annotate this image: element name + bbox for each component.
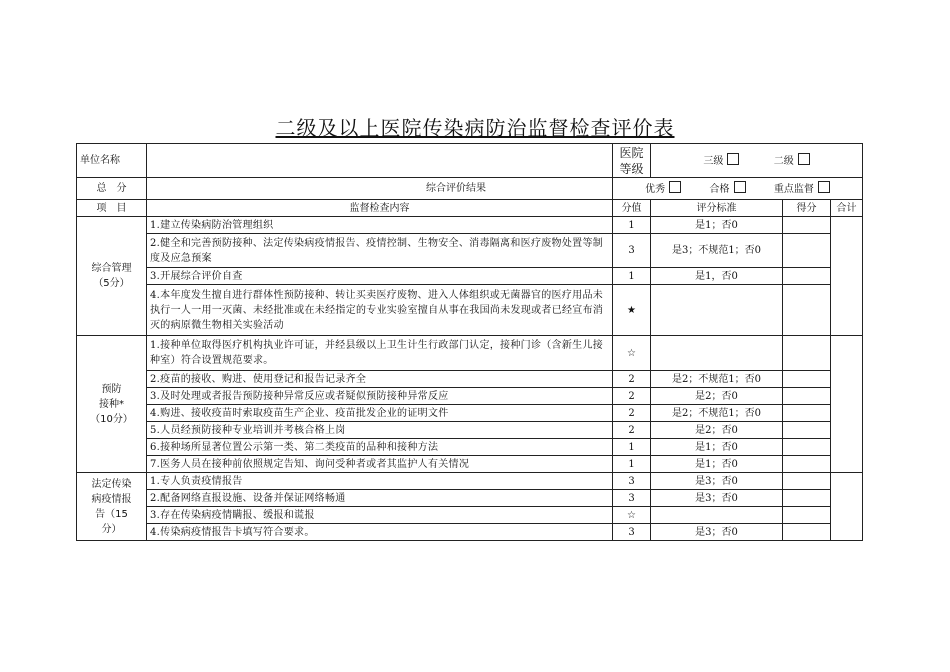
section-name-line: （5分）	[93, 278, 130, 289]
table-row	[77, 422, 863, 439]
col-header-points: 分值	[613, 200, 651, 217]
result-option-key-supervision[interactable]	[774, 184, 830, 195]
section-name-line: 病疫情报	[91, 493, 132, 505]
points-value: 1	[613, 217, 651, 234]
scoring-criteria: 是2；否0	[651, 388, 783, 405]
scoring-criteria: 是1；否0	[651, 439, 783, 456]
score-input-cell[interactable]	[783, 405, 831, 422]
score-input-cell[interactable]	[783, 285, 831, 336]
section-name-line: （10分）	[90, 413, 133, 425]
points-value: 3	[613, 473, 651, 490]
table-row	[77, 234, 863, 268]
checkbox-tertiary[interactable]	[727, 153, 739, 165]
table-row	[77, 336, 863, 371]
table-row	[77, 490, 863, 507]
scoring-criteria: 是1；否0	[651, 456, 783, 473]
points-value: 3	[613, 234, 651, 268]
section-name-line: 分）	[101, 523, 122, 535]
table-row	[77, 507, 863, 524]
table-row	[77, 405, 863, 422]
total-score-label: 总 分	[77, 178, 147, 200]
overall-result-label: 综合评价结果	[426, 183, 486, 194]
checkbox-excellent[interactable]	[669, 181, 681, 193]
scoring-criteria: 是1；否0	[651, 217, 783, 234]
unit-name-row	[77, 144, 863, 178]
inspection-item: 5.人员经预防接种专业培训并考核合格上岗	[147, 422, 613, 439]
veto-star-mark: ☆	[613, 507, 651, 524]
inspection-item: 7.医务人员在接种前依照规定告知、询问受种者或者其监护人有关情况	[147, 456, 613, 473]
points-value: 1	[613, 268, 651, 285]
score-input-cell[interactable]	[783, 473, 831, 490]
inspection-item: 1.接种单位取得医疗机构执业许可证，并经县级以上卫生计生行政部门认定，接种门诊（含新生儿接种室）符合设置规范要求。	[147, 336, 613, 371]
result-option-label: 重点监督	[773, 183, 814, 195]
col-header-score: 得分	[783, 200, 831, 217]
hospital-level-label: 医院等级	[613, 144, 651, 178]
hospital-level-options	[651, 144, 863, 178]
inspection-item: 6.接种场所显著位置公示第一类、第二类疫苗的品种和接种方法	[147, 439, 613, 456]
col-header-content: 监督检查内容	[147, 200, 613, 217]
inspection-item: 3.开展综合评价自查	[147, 268, 613, 285]
checkbox-key-supervision[interactable]	[818, 181, 830, 193]
points-value: 3	[613, 490, 651, 507]
points-value: 1	[613, 439, 651, 456]
total-score-row	[77, 178, 863, 200]
score-input-cell[interactable]	[783, 388, 831, 405]
section-total-cell[interactable]	[831, 336, 863, 473]
table-row	[77, 456, 863, 473]
score-input-cell[interactable]	[783, 456, 831, 473]
checkbox-secondary[interactable]	[798, 153, 810, 165]
scoring-criteria	[651, 285, 783, 336]
score-input-cell[interactable]	[783, 490, 831, 507]
score-input-cell[interactable]	[783, 234, 831, 268]
scoring-criteria	[651, 507, 783, 524]
section-name-line: 接种*	[99, 398, 124, 410]
inspection-item: 2.配备网络直报设施、设备并保证网络畅通	[147, 490, 613, 507]
col-header-total: 合计	[831, 200, 863, 217]
col-header-item: 项 目	[77, 200, 147, 217]
section-total-cell[interactable]	[831, 217, 863, 336]
score-input-cell[interactable]	[783, 371, 831, 388]
total-and-result-cell	[147, 178, 613, 200]
table-row	[77, 285, 863, 336]
unit-name-label: 单位名称	[77, 144, 147, 178]
scoring-criteria: 是2；否0	[651, 422, 783, 439]
score-input-cell[interactable]	[783, 439, 831, 456]
section-name-line: 预防	[101, 383, 122, 395]
section-total-cell[interactable]	[831, 473, 863, 541]
scoring-criteria: 是1，否0	[651, 268, 783, 285]
inspection-item: 2.疫苗的接收、购进、使用登记和报告记录齐全	[147, 371, 613, 388]
points-value: 2	[613, 371, 651, 388]
level-option-label: 三级	[703, 155, 724, 167]
scoring-criteria: 是2；不规范1；否0	[651, 371, 783, 388]
section-name	[77, 217, 147, 336]
table-row	[77, 388, 863, 405]
points-value: 2	[613, 388, 651, 405]
scoring-criteria: 是3；否0	[651, 490, 783, 507]
result-option-label: 合格	[709, 183, 730, 195]
result-option-excellent[interactable]	[645, 184, 681, 195]
inspection-item: 4.传染病疫情报告卡填写符合要求。	[147, 524, 613, 541]
column-header-row	[77, 200, 863, 217]
score-input-cell[interactable]	[783, 268, 831, 285]
result-option-label: 优秀	[645, 183, 666, 195]
inspection-item: 1.建立传染病防治管理组织	[147, 217, 613, 234]
score-input-cell[interactable]	[783, 422, 831, 439]
col-header-criteria: 评分标准	[651, 200, 783, 217]
table-row	[77, 524, 863, 541]
section-name-line: 告（15	[95, 508, 128, 520]
points-value: 2	[613, 405, 651, 422]
points-value: 2	[613, 422, 651, 439]
scoring-criteria: 是3；否0	[651, 473, 783, 490]
inspection-item: 4.本年度发生擅自进行群体性预防接种、转让买卖医疗废物、进入人体组织或无菌器官的医疗用品未执行一人一用一灭菌、未经批准或在未经指定的专业实验室擅自从事在我国尚未发现或者已经宣布消灭的病原微生物相关实验活动	[147, 285, 613, 336]
checkbox-qualified[interactable]	[734, 181, 746, 193]
section-name-line: 法定传染	[91, 478, 132, 490]
level-option-label: 二级	[773, 155, 794, 167]
level-option-tertiary[interactable]	[703, 156, 739, 167]
veto-star-mark: ★	[613, 285, 651, 336]
inspection-item: 1.专人负责疫情报告	[147, 473, 613, 490]
table-row	[77, 268, 863, 285]
score-input-cell[interactable]	[783, 524, 831, 541]
result-option-qualified[interactable]	[710, 184, 746, 195]
table-row	[77, 473, 863, 490]
scoring-criteria: 是2；不规范1；否0	[651, 405, 783, 422]
score-input-cell[interactable]	[783, 217, 831, 234]
level-option-secondary[interactable]	[774, 156, 810, 167]
score-input-cell[interactable]	[783, 507, 831, 524]
inspection-form-table	[76, 143, 863, 541]
page-title: 二级及以上医院传染病防治监督检查评价表	[275, 116, 675, 140]
table-row	[77, 217, 863, 234]
table-row	[77, 439, 863, 456]
table-row	[77, 371, 863, 388]
inspection-item: 3.存在传染病疫情瞒报、缓报和谎报	[147, 507, 613, 524]
veto-star-mark: ☆	[613, 336, 651, 371]
scoring-criteria: 是3；不规范1；否0	[651, 234, 783, 268]
points-value: 1	[613, 456, 651, 473]
section-name	[77, 336, 147, 473]
scoring-criteria: 是3；否0	[651, 524, 783, 541]
points-value: 3	[613, 524, 651, 541]
section-name-line: 综合管理	[91, 263, 132, 274]
unit-name-value[interactable]	[147, 144, 613, 178]
inspection-item: 2.健全和完善预防接种、法定传染病疫情报告、疫情控制、生物安全、消毒隔离和医疗废物处置等制度及应急预案	[147, 234, 613, 268]
section-name	[77, 473, 147, 541]
result-options	[613, 178, 863, 200]
inspection-item: 4.购进、接收疫苗时索取疫苗生产企业、疫苗批发企业的证明文件	[147, 405, 613, 422]
score-input-cell[interactable]	[783, 336, 831, 371]
scoring-criteria	[651, 336, 783, 371]
inspection-item: 3.及时处理或者报告预防接种异常反应或者疑似预防接种异常反应	[147, 388, 613, 405]
